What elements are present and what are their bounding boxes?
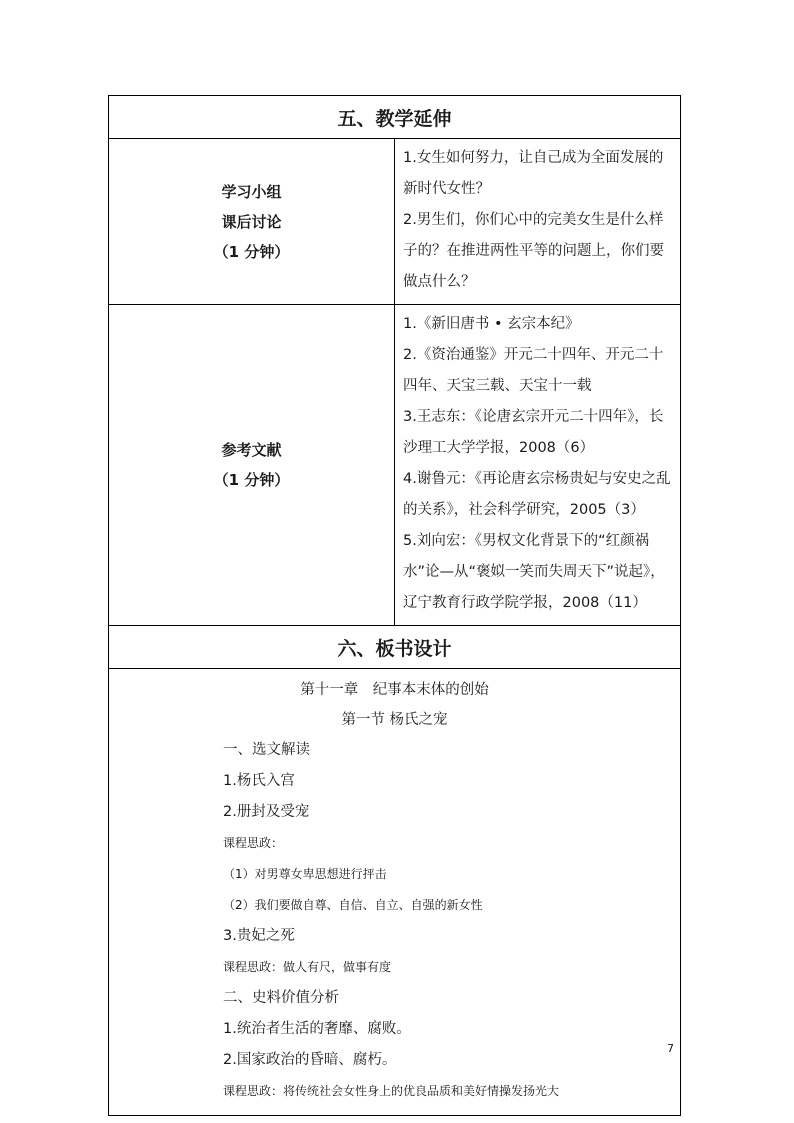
discussion-label-line1: 学习小组 [221,182,282,201]
section6-header-row [109,626,681,669]
reference-item: 4.谢鲁元：《再论唐玄宗杨贵妃与安史之乱的关系》，社会科学研究，2005（3） [403,471,671,518]
section5-title: 五、教学延伸 [109,96,681,139]
board-part1-item1: 1.杨氏入宫 [223,773,295,789]
board-chapter: 第十一章 纪事本末体的创始 [300,682,489,698]
references-row [109,305,681,626]
board-part1-item2: 2.册封及受宠 [223,804,310,820]
board-part1-item3: 3.贵妃之死 [223,928,295,944]
board-ideology-label: 课程思政： [223,836,284,850]
board-part2-item1: 1.统治者生活的奢靡、腐败。 [223,1021,411,1037]
discussion-item: 2.男生们，你们心中的完美女生是什么样子的？在推进两性平等的问题上，你们要做点什么？ [403,212,664,290]
board-design-content [109,669,681,1116]
section5-header-row [109,96,681,139]
board-ideology-point2: （2）我们要做自尊、自信、自立、自强的新女性 [223,898,483,912]
board-ideology-item3: 课程思政：做人有尺，做事有度 [223,960,392,974]
references-label-line1: 参考文献 [221,441,282,459]
reference-item: 3.王志东：《论唐玄宗开元二十四年》，长沙理工大学学报，2008（6） [403,409,664,456]
board-ideology-point1: （1）对男尊女卑思想进行抨击 [223,867,387,881]
board-part2-heading: 二、史料价值分析 [223,990,339,1006]
references-label-line2: （1 分钟） [213,471,290,489]
references-content [395,305,681,626]
reference-item: 2.《资治通鉴》开元二十四年、开元二十四年、天宝三载、天宝十一载 [403,347,664,394]
reference-item: 1.《新旧唐书 • 玄宗本纪》 [403,316,580,332]
lesson-plan-table [108,95,681,1116]
reference-item: 5.刘向宏：《男权文化背景下的“红颜祸水”论—从“褒姒一笑而失周天下”说起》，辽宁教育行政学院学报，2008（11） [403,533,665,611]
references-label [109,305,395,626]
discussion-label-line3: （1 分钟） [213,242,290,261]
discussion-label-line2: 课后讨论 [221,212,282,231]
page-number: 7 [667,1042,674,1055]
discussion-label [109,139,395,305]
board-section: 第一节 杨氏之宠 [341,712,448,728]
discussion-content [395,139,681,305]
board-part1-heading: 一、选文解读 [223,742,310,758]
discussion-item: 1.女生如何努力，让自己成为全面发展的新时代女性？ [403,150,664,197]
board-part2-ideology: 课程思政：将传统社会女性身上的优良品质和美好情操发扬光大 [223,1084,560,1098]
section6-title: 六、板书设计 [109,626,681,669]
board-part2-item2: 2.国家政治的昏暗、腐朽。 [223,1052,397,1068]
board-design-row [109,669,681,1116]
discussion-row [109,139,681,305]
